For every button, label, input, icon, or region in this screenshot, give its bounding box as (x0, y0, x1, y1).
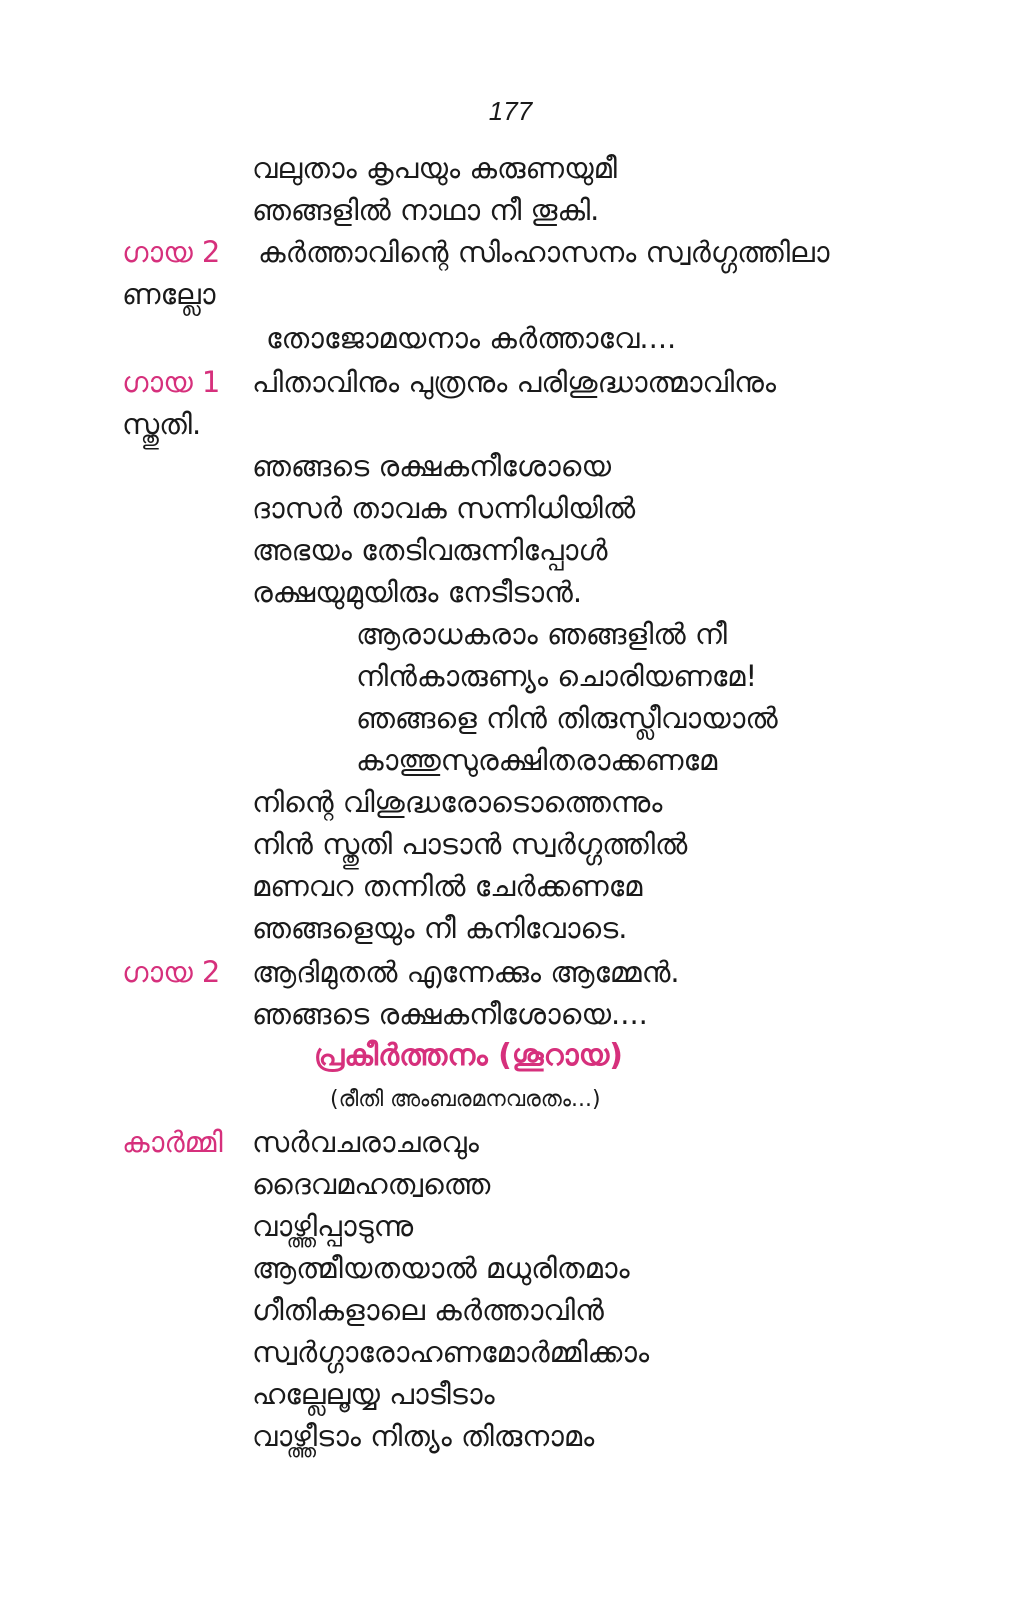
verse-line: ണല്ലോ (122, 277, 216, 311)
verse-line: മണവറ തന്നിൽ ചേർക്കണമേ (252, 869, 643, 903)
verse-line: ആരാധകരാം ഞങ്ങളിൽ നീ (356, 617, 727, 651)
verse-line: ഞങ്ങടെ രക്ഷകനീശോയെ (252, 449, 612, 483)
hymn-line: വാഴ്ത്തിപ്പാടുന്നു (252, 1209, 414, 1243)
verse-line: രക്ഷയുമുയിരും നേടീടാൻ. (252, 575, 583, 609)
verse-line: ഞങ്ങളിൽ നാഥാ നീ തൂകി. (252, 193, 600, 227)
hymn-line: വാഴ്ത്തീടാം നിത്യം തിരുനാമം (252, 1419, 595, 1453)
verse-line: പിതാവിനും പുത്രനും പരിശുദ്ധാത്മാവിനും (252, 365, 777, 399)
verse-line: ഞങ്ങടെ രക്ഷകനീശോയെ.... (252, 997, 648, 1031)
hymn-line: ഹല്ലേലൂയ്യ പാടീടാം (252, 1377, 495, 1411)
section-title: പ്രകീർത്തനം (ശൂറായ) (314, 1038, 623, 1073)
verse-line: ഞങ്ങളെയും നീ കനിവോടെ. (252, 911, 628, 945)
verse-line: നിൻകാരുണ്യം ചൊരിയണമേ! (356, 659, 758, 693)
hymn-line: ആത്മീയതയാൽ മധുരിതമാം (252, 1251, 630, 1285)
singer-label: ഗായ 2 (122, 955, 221, 989)
verse-line: വലുതാം കൃപയും കരുണയുമീ (252, 151, 617, 185)
verse-line: കാത്തുസുരക്ഷിതരാക്കണമേ (356, 743, 718, 777)
verse-line: കർത്താവിന്റെ സിംഹാസനം സ്വർഗ്ഗത്തിലാ (258, 235, 830, 269)
verse-line: സ്തുതി. (122, 407, 202, 441)
verse-line: നിന്റെ വിശുദ്ധരോടൊത്തെന്നും (252, 785, 663, 819)
page-number: 177 (488, 96, 533, 126)
verse-line: ഞങ്ങളെ നിൻ തിരുസ്ലീവായാൽ (356, 701, 778, 735)
verse-line: ആദിമുതൽ എന്നേക്കും ആമ്മേൻ. (252, 955, 680, 989)
verse-line: നിൻ സ്തുതി പാടാൻ സ്വർഗ്ഗത്തിൽ (252, 827, 688, 861)
singer-label: ഗായ 2 (122, 235, 221, 269)
singer-label: ഗായ 1 (122, 365, 221, 399)
verse-line: ദാസർ താവക സന്നിധിയിൽ (252, 491, 636, 525)
tune-note: (രീതി അംബരമനവരതം...) (330, 1087, 601, 1112)
hymn-line: സർവചരാചരവും (252, 1125, 479, 1159)
hymn-line: ഗീതികളാലെ കർത്താവിൻ (252, 1293, 604, 1327)
verse-line: അഭയം തേടിവരുന്നിപ്പോൾ (252, 533, 608, 567)
verse-line: തോജോമയനാം കർത്താവേ.... (266, 321, 677, 355)
hymn-line: ദൈവമഹത്വത്തെ (252, 1167, 491, 1201)
hymn-line: സ്വർഗ്ഗാരോഹണമോർമ്മിക്കാം (252, 1335, 650, 1369)
celebrant-label: കാർമ്മി (122, 1125, 223, 1159)
